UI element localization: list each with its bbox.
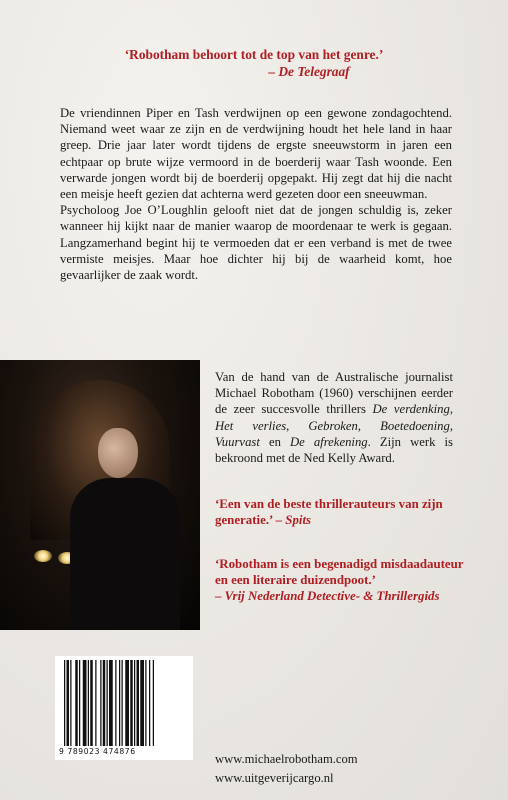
author-bio: Van de hand van de Australische journalist Michael Robotham (1960) verschijnen eerder de zeer succesvolle thrillers De verdenking, Het verlies, Gebroken, Boetedoening, Vuurvast en De afrekening. Zijn werk is bekroond met de Ned Kelly Award. [215,370,454,466]
author-figure [70,478,180,630]
book-title: Vuurvast [215,434,260,449]
blurb-paragraph: De vriendinnen Piper en Tash verdwijnen op een gewone zondagochtend. Niemand weet waar ze zijn en de verdwijning houdt het hele land in haar greep. Drie jaar later wordt tijdens de ergste sneeuwstorm in jaren een echtpaar op brute wijze vermoord in de boerderij waar Tash woonde. Een verwarde jongen wordt bij de boerderij opgepakt. Hij zegt dat hij die nacht een meisje heeft gezien dat achterna werd gezeten door een sneeuwman. [60,106,452,202]
book-title: De verdenking [372,402,450,417]
blurb-paragraph: Psycholoog Joe O’Loughlin gelooft niet dat de jongen schuldig is, zeker wanneer hij kijkt naar de manier waarop de moordenaar te werk is gegaan. Langzamerhand begint hij te vermoeden dat er een verband is met de twee vermiste meisjes. Maar hoe dichter hij bij de waarheid komt, hoe gevaarlijker de zaak wordt. [60,203,452,283]
review-source: Spits [285,513,312,528]
author-head [98,428,138,478]
author-website: www.michaelrobotham.com [215,752,358,766]
review-quote-vn: ‘Robotham is een begenadigd misdaadauteur en een literaire duizendpoot.’ – Vrij Nederland Detective- & Thrillergids [215,557,464,604]
review-source: Vrij Nederland Detective- & Thrillergids [224,589,440,604]
author-photo [0,360,200,630]
publisher-website: www.uitgeverijcargo.nl [215,771,334,785]
book-title: Gebroken [308,418,358,433]
top-quote-text: ‘Robotham behoort tot de top van het genre.’ [124,47,384,62]
book-title: Boetedoening [380,418,450,433]
isbn-number: 9 789023 474876 [59,747,136,756]
barcode-bars [64,660,186,746]
isbn-barcode [55,656,193,760]
top-quote-source: – De Telegraaf [268,64,350,79]
top-quote [0,46,508,80]
book-title: Het verlies [215,418,287,433]
book-title: De afrekening [289,434,368,449]
review-quote-spits: ‘Een van de beste thrillerauteurs van zijn generatie.’ – Spits [215,497,443,528]
blurb [60,105,452,283]
headlight-left [34,550,52,562]
